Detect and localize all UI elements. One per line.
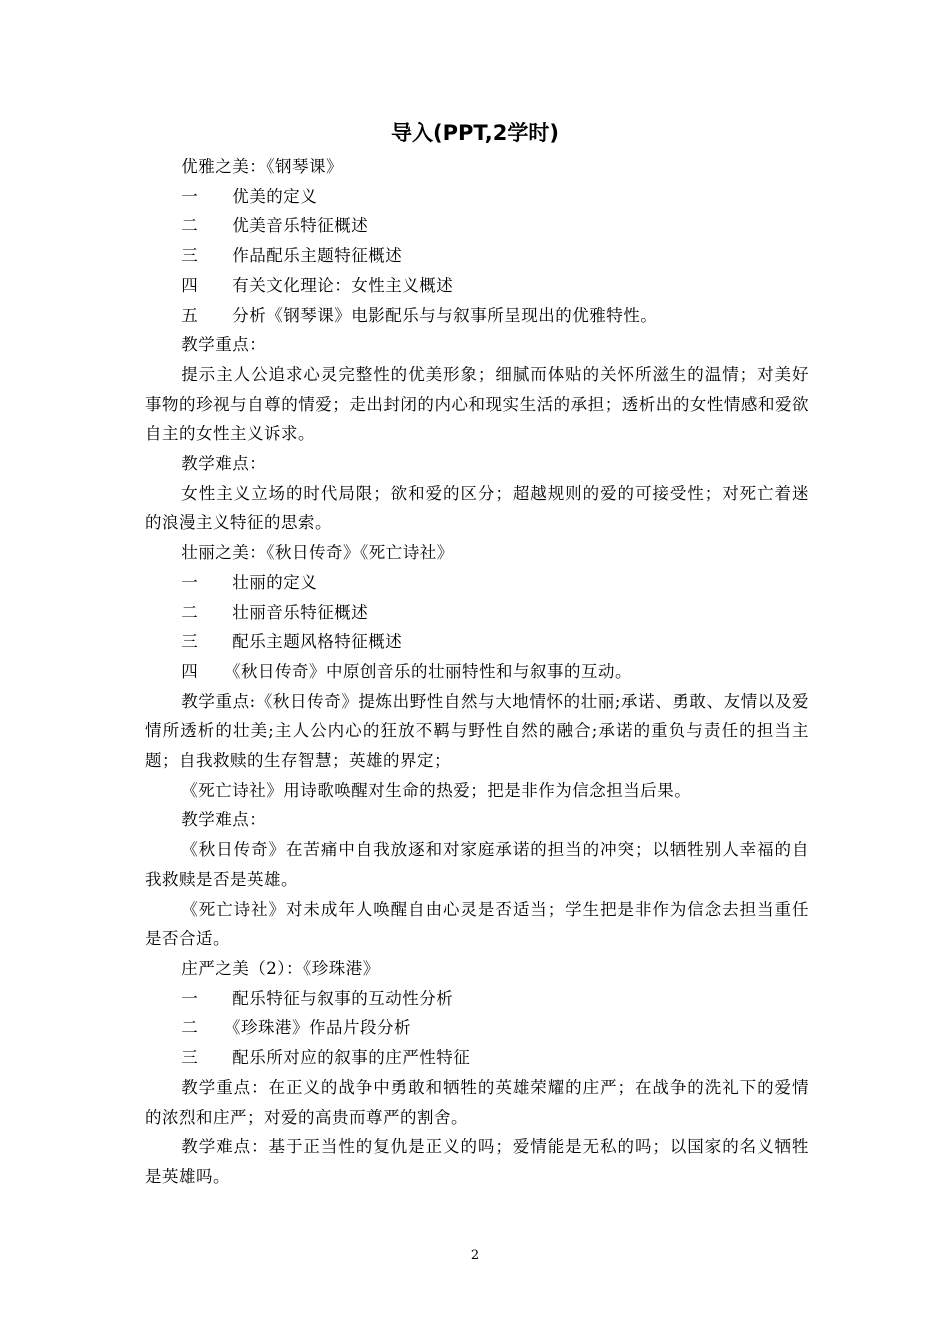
key-points-text: 教学重点:《秋日传奇》提炼出野性自然与大地情怀的壮丽;承诺、勇敢、友情以及爱情所透析的壮美;主人公内心的狂放不羁与野性自然的融合;承诺的重负与责任的担当主题；自我救赎的生存智慧；英雄的界定； — [145, 691, 809, 771]
difficulties-text: 教学难点：基于正当性的复仇是正义的吗；爱情能是无私的吗；以国家的名义牺牲是英雄吗。 — [145, 1137, 809, 1186]
key-points-text: 教学重点：在正义的战争中勇敢和牺牲的英雄荣耀的庄严；在战争的洗礼下的爱情的浓烈和庄严；对爱的高贵而尊严的割舍。 — [145, 1077, 809, 1127]
list-item: 二 《珍珠港》作品片段分析 — [181, 1018, 412, 1038]
key-points-label: 教学重点： — [181, 335, 267, 355]
difficulties-text: 女性主义立场的时代局限；欲和爱的区分；超越规则的爱的可接受性；对死亡着迷的浪漫主义特征的思索。 — [145, 483, 809, 533]
list-item: 二 优美音乐特征概述 — [181, 216, 369, 236]
section-heading-magnificence: 壮丽之美：《秋日传奇》《死亡诗社》 — [181, 543, 454, 563]
key-points-text: 《死亡诗社》用诗歌唤醒对生命的热爱；把是非作为信念担当后果。 — [181, 780, 692, 800]
difficulties-label: 教学难点： — [181, 810, 267, 830]
list-item: 一 配乐特征与叙事的互动性分析 — [181, 988, 454, 1008]
list-item: 二 壮丽音乐特征概述 — [181, 602, 369, 622]
section-heading-solemnity: 庄严之美（2）：《珍珠港》 — [181, 958, 380, 978]
list-item: 三 配乐所对应的叙事的庄严性特征 — [181, 1048, 471, 1068]
list-item: 四 有关文化理论：女性主义概述 — [181, 275, 454, 295]
list-item: 一 优美的定义 — [181, 186, 318, 206]
difficulties-text: 《死亡诗社》对未成年人唤醒自由心灵是否适当；学生把是非作为信念去担当重任是否合适。 — [145, 899, 809, 949]
list-item: 三 配乐主题风格特征概述 — [181, 632, 403, 652]
page-number: 2 — [470, 1248, 480, 1263]
list-item: 一 壮丽的定义 — [181, 572, 318, 592]
page-title: 导入(PPT,2学时) — [391, 121, 559, 145]
document-body — [145, 152, 809, 1192]
difficulties-label: 教学难点： — [181, 454, 267, 474]
list-item: 五 分析《钢琴课》电影配乐与与叙事所呈现出的优雅特性。 — [181, 305, 658, 325]
section-heading-elegance: 优雅之美：《钢琴课》 — [181, 157, 344, 176]
key-points-text: 提示主人公追求心灵完整性的优美形象；细腻而体贴的关怀所滋生的温情；对美好事物的珍视与自尊的情爱；走出封闭的内心和现实生活的承担；透析出的女性情感和爱欲自主的女性主义诉求。 — [145, 364, 809, 444]
list-item: 四 《秋日传奇》中原创音乐的壮丽特性和与叙事的互动。 — [181, 661, 633, 681]
list-item: 三 作品配乐主题特征概述 — [181, 246, 403, 266]
difficulties-text: 《秋日传奇》在苦痛中自我放逐和对家庭承诺的担当的冲突；以牺牲别人幸福的自我救赎是否是英雄。 — [145, 840, 809, 889]
